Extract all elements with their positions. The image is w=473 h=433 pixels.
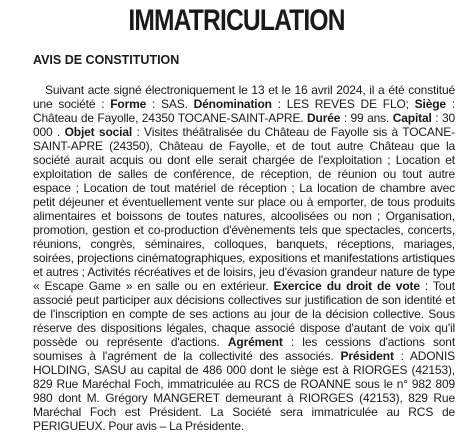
body-text-segment: : 30 000 . [33,111,455,139]
body-text-segment: Suivant acte signé électroniquement le 13 et le 16 avril 2024, il a été constitué une société : [33,83,455,111]
body-text-segment: : Château de Fayolle, 24350 TOCANE-SAINT-APRE. [33,97,455,125]
field-label: Siège [414,97,446,111]
field-label: Forme [110,97,147,111]
body-text-segment: : ADONIS HOLDING, SASU au capital de 486 000 dont le siège est à RIORGES (42153), 829 Rue Maréchal Foch, immatriculée au RCS de ROANNE sous le n° 982 809 980 dont M. Grégory MANGERET demeurant à RIORGES (42153), 829 Rue Maréchal Foch est Président. La Société sera immatriculée au RCS de PERIGUEUX. Pour avis – La Présidente. [33,349,455,433]
field-label: Président [340,349,394,363]
field-label: Durée [307,111,341,125]
field-label: Capital [392,111,432,125]
body-text-segment: : Visites théâtralisée du Château de Fayolle sis à TOCANE-SAINT-APRE (24350), Château de Fayolle, et de tout autre Château que la société aurait acquis ou dont elle serait chargée de l'exploitation ; Location et exploitation de salles de conférence, de réception, de réunion ou tout autre espace ; Location de tout matériel de réception ; La location de chambre avec petit déjeuner et éventuellement vente sur place ou à emporter, de tous produits alimentaires et boissons de toutes natures, alcoolisées ou non ; Organisation, promotion, gestion et co-production d'évènements tels que spectacles, concerts, réunions, congrès, séminaires, colloques, banquets, réceptions, mariages, soirées, projections cinématographiques, expositions et manifestations artistiques et autres ; Activités récréatives et de loisirs, jeu d'évasion grandeur nature de type « Escape Game » en salle ou en extérieur. [33,125,455,293]
notice-title: AVIS DE CONSTITUTION [33,53,180,67]
field-label: Objet social [64,125,133,139]
page-heading: IMMATRICULATION [128,4,345,37]
notice-body [33,83,455,433]
field-label: Exercice du droit de vote [273,279,420,293]
body-text-segment: : 99 ans. [340,111,393,125]
body-text-segment: : les cessions d'actions sont soumises à l'agrément de la collectivité des associés. [33,335,456,363]
field-label: Agrément [227,335,283,349]
field-label: Dénomination [193,97,272,111]
body-text-segment: : LES REVES DE FLO; [271,97,415,111]
body-text-segment: : Tout associé peut participer aux décisions collectives sur justification de son identité et de l'inscription en compte de ses actions au jour de la décision collective. Sous réserve des dispositions légales, chaque associé dispose d'autant de voix qu'il possède ou représente d'actions. [33,279,455,349]
body-text-segment: : SAS. [146,97,194,111]
